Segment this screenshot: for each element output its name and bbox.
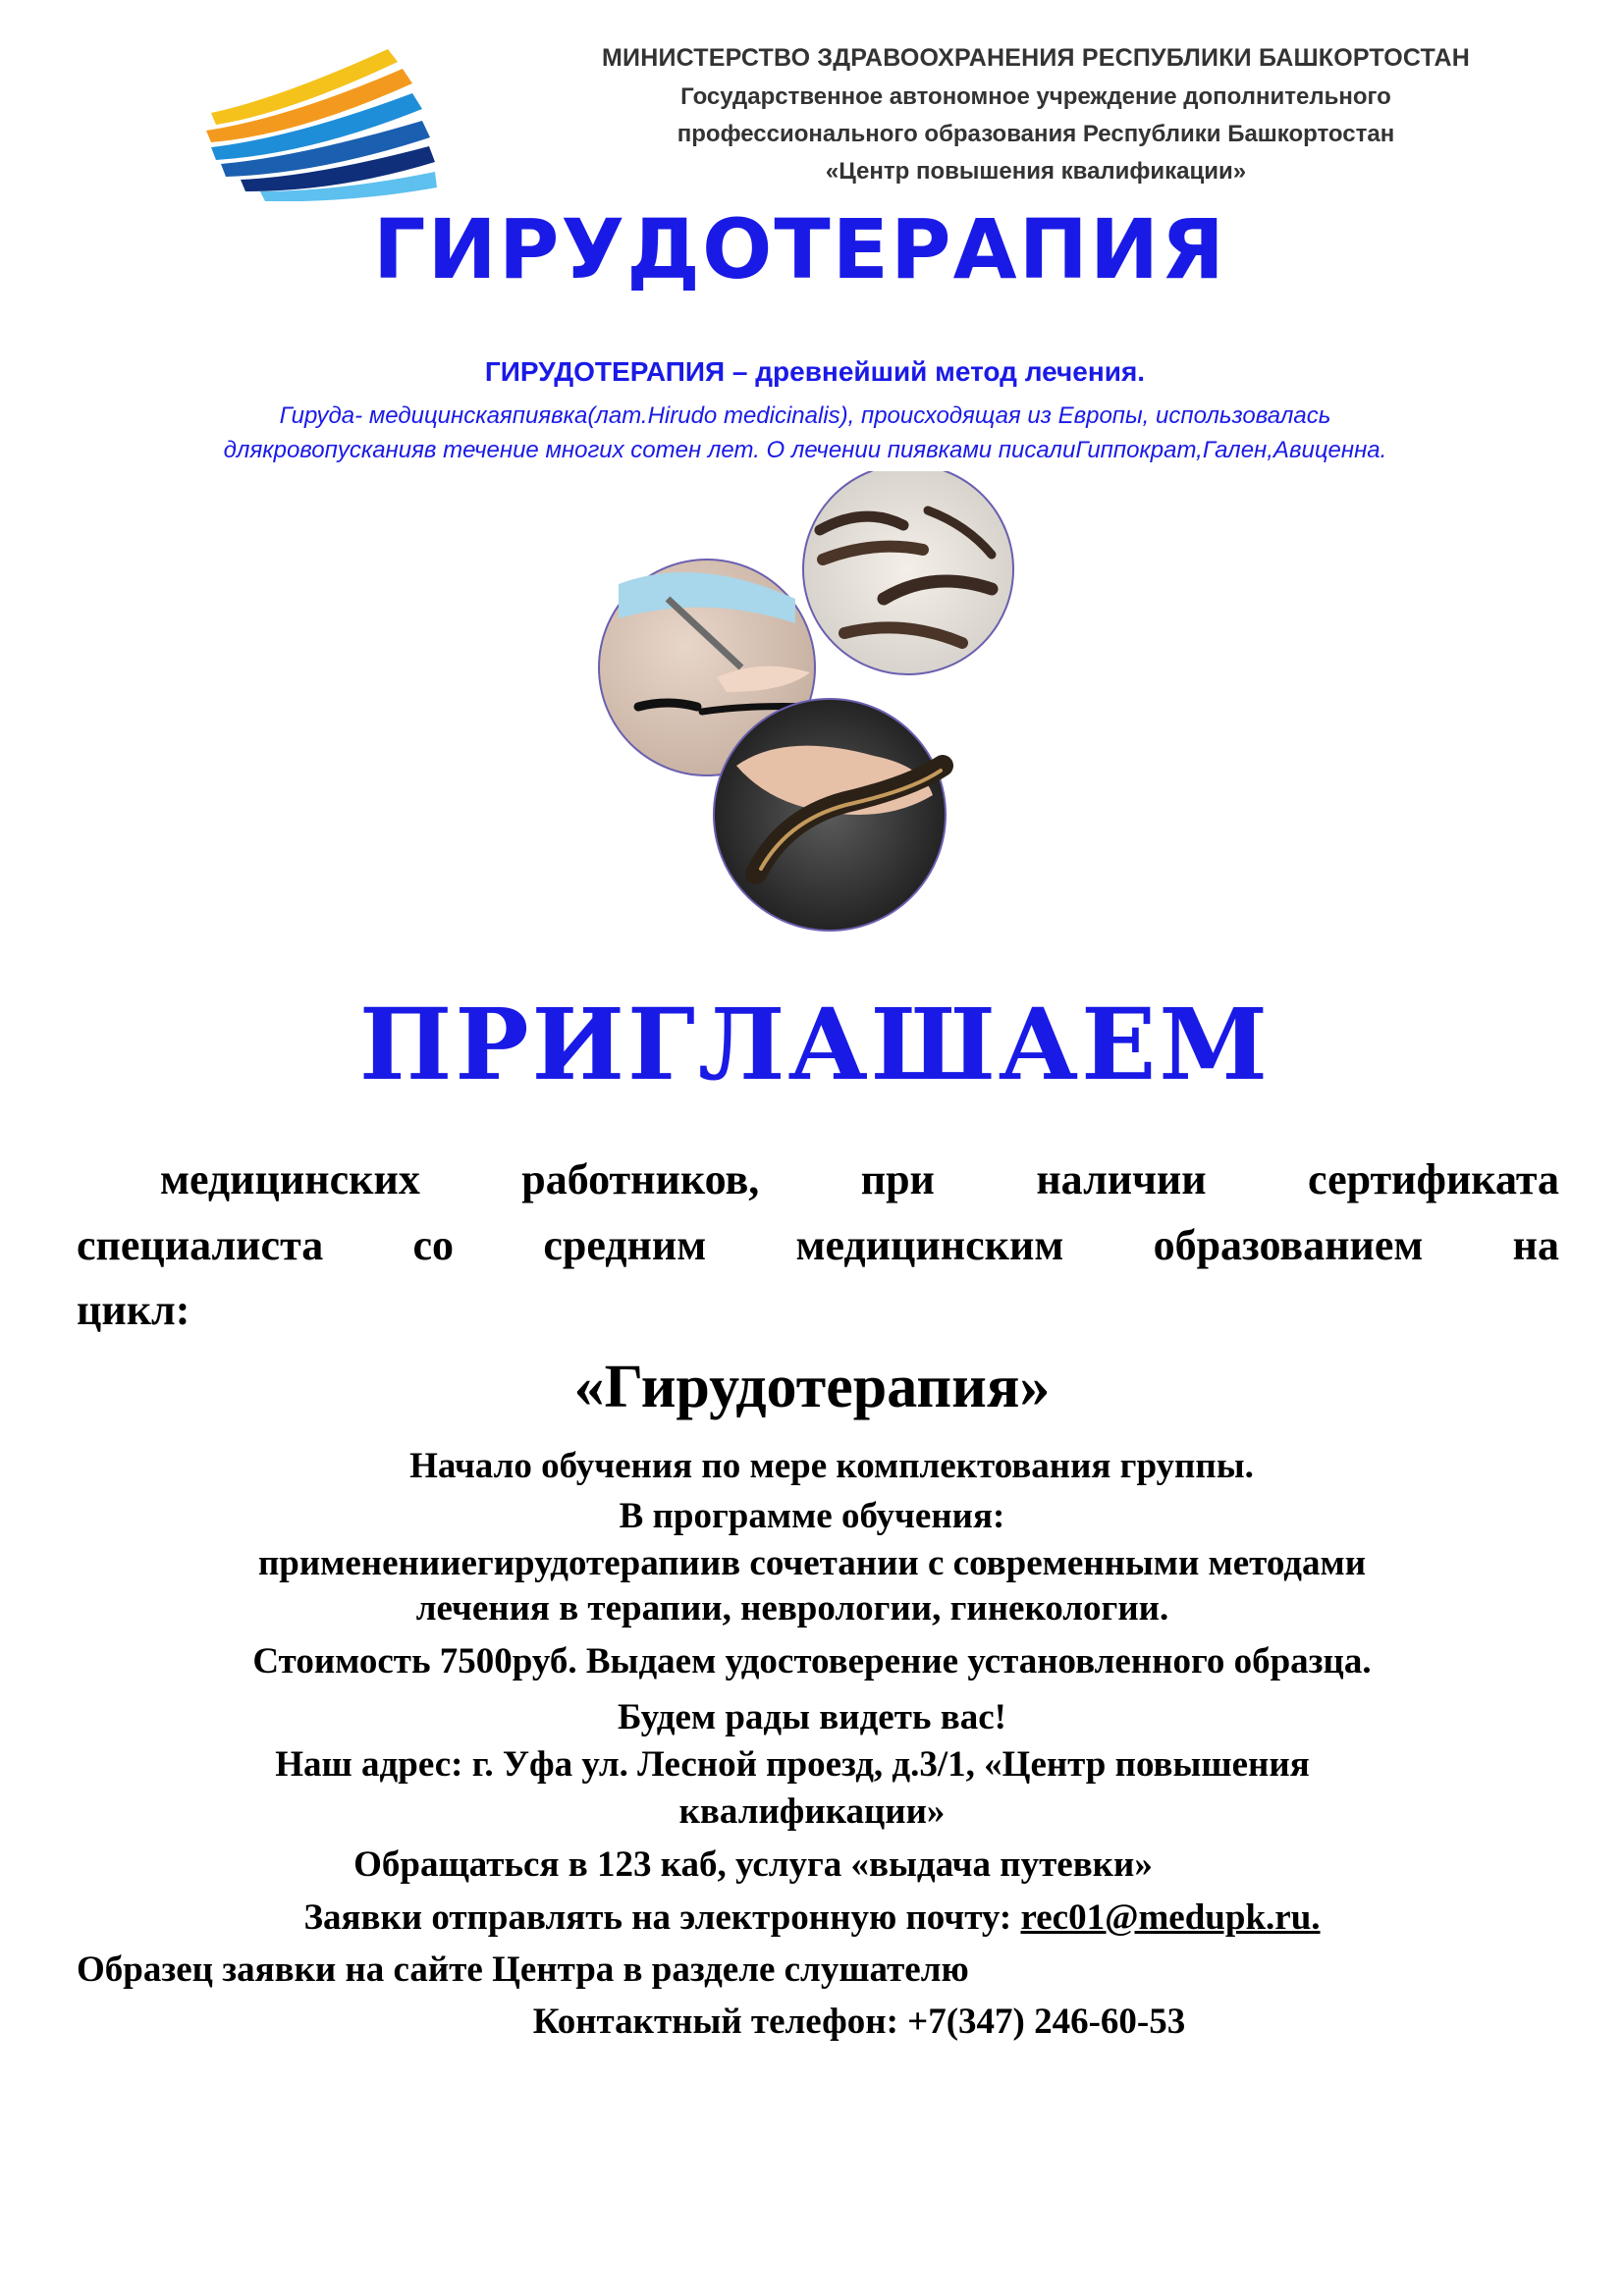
book-pages-logo-icon xyxy=(201,44,457,201)
invite-text-line-1: медицинских работников, при наличии сертификата xyxy=(160,1155,1559,1203)
leech-on-finger-photo xyxy=(714,699,946,931)
intro-heading: ГИРУДОТЕРАПИЯ – древнейший метод лечения. xyxy=(484,356,1146,387)
institution-line-1: Государственное автономное учреждение дополнительного xyxy=(680,83,1391,110)
welcome-text: Будем рады видеть вас! xyxy=(618,1697,1006,1737)
program-line-1: примененииегирудотерапиив сочетании с современными методами xyxy=(257,1543,1367,1583)
sample-info: Образец заявки на сайте Центра в разделе слушателю xyxy=(77,1949,969,1990)
address-line-1: Наш адрес: г. Уфа ул. Лесной проезд, д.3/1, «Центр повышения xyxy=(275,1744,1310,1785)
applications-label: Заявки отправлять на электронную почту: xyxy=(303,1897,1021,1938)
institution-line-2: профессионального образования Республики Башкортостан xyxy=(677,121,1395,147)
intro-text-line-1: Гируда- медицинскаяпиявка(лат.Hirudo medicinalis), происходящая из Европы, использовалась xyxy=(279,402,1331,429)
address-line-2: квалификации» xyxy=(678,1791,946,1832)
invite-text-line-3: цикл: xyxy=(77,1286,190,1334)
email-link[interactable]: rec01@medupk.ru. xyxy=(1020,1897,1321,1938)
intro-text-line-2: длякровопусканияв течение многих сотен лет. О лечении пиявками писалиГиппократ,Гален,Авиценна. xyxy=(223,437,1387,463)
cost-info: Стоимость 7500руб. Выдаем удостоверение установленного образца. xyxy=(252,1641,1372,1682)
leech-photo-collage xyxy=(589,471,1041,942)
ministry-name: МИНИСТЕРСТВО ЗДРАВООХРАНЕНИЯ РЕСПУБЛИКИ БАШКОРТОСТАН xyxy=(602,44,1470,72)
program-line-2: лечения в терапии, неврологии, гинекологии. xyxy=(415,1588,1169,1629)
invite-text-line-2: специалиста со средним медицинским образованием на xyxy=(77,1221,1559,1269)
institution-line-3: «Центр повышения квалификации» xyxy=(825,158,1247,185)
program-label: В программе обучения: xyxy=(619,1496,1005,1536)
applications-info xyxy=(59,1899,1565,1936)
leeches-photo xyxy=(803,471,1013,674)
invite-heading: ПРИГЛАШАЕМ xyxy=(358,987,1272,1102)
page-title: ГИРУДОТЕРАПИЯ xyxy=(373,201,1226,297)
start-info: Начало обучения по мере комплектования группы. xyxy=(409,1446,1254,1486)
course-name: «Гирудотерапия» xyxy=(573,1354,1051,1420)
phone-info: Контактный телефон: +7(347) 246-60-53 xyxy=(532,2002,1186,2042)
office-info: Обращаться в 123 каб, услуга «выдача путевки» xyxy=(353,1844,1153,1885)
